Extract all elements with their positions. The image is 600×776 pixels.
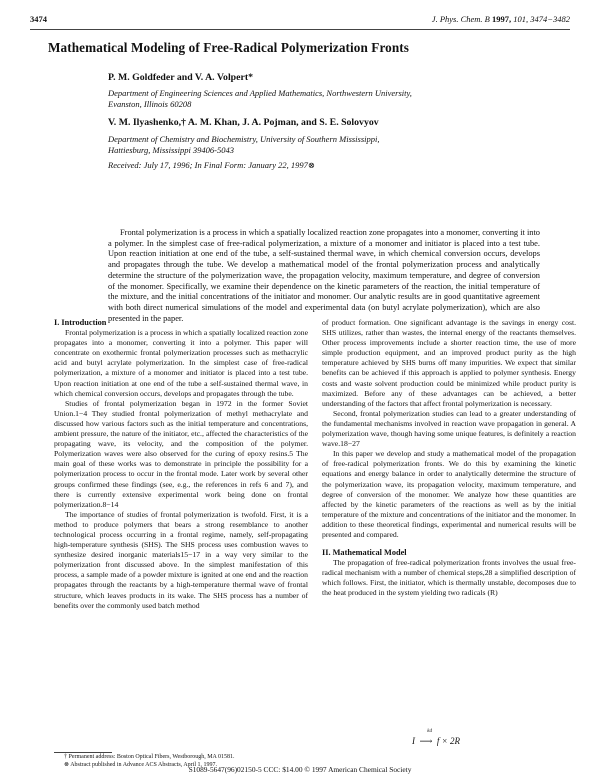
left-column — [54, 318, 308, 611]
rate-constant: kd — [427, 729, 432, 734]
affiliation-line: Department of Chemistry and Biochemistry, University of Southern Mississippi, — [108, 134, 380, 144]
body-paragraph: Second, frontal polymerization studies can lead to a greater understanding of the fundamental mechanisms involved in reaction wave propagation in general. A polymerization wave, though having some unique features, is definitely a reaction wave.18−27 — [322, 408, 576, 449]
header-rule — [30, 29, 570, 30]
abstract — [108, 228, 540, 324]
paper-title: Mathematical Modeling of Free-Radical Polymerization Fronts — [48, 40, 410, 55]
authors-northwestern: P. M. Goldfeder and V. A. Volpert* — [108, 72, 253, 83]
body-paragraph: of product formation. One significant advantage is the savings in energy cost. SHS utilizes, rather than wastes, the internal energy of the reactants themselves. Other process improvements include a shorter reaction time, the use of more simple production equipment, and an improved product purity as the high temperature achieved by SHS burns off many impurities. We expect that similar benefits can be achieved if this approach is applied to polymer synthesis. Energy costs and waste solvent production could be minimized while product purity is maximized. Before any of these advantages can be achieved, a better understanding of the factors that affect frontal polymerization is necessary. — [322, 318, 576, 408]
equation-lhs: I — [412, 736, 415, 746]
journal-citation — [432, 14, 570, 24]
body-paragraph: The propagation of free-radical polymerization fronts involves the usual free-radical mechanism with a number of chemical steps,28 a simplified description of which follows. First, the initiator, which is thermally unstable, decomposes due to the heat produced in the system yielding two radicals (R) — [322, 558, 576, 598]
body-paragraph: In this paper we develop and study a mathematical model of the propagation of free-radical polymerization fronts. We do this by examining the kinetic equations and energy balance in order to analytically determine the structure of the polymerization wave, its propagation velocity, maximum temperature, and degree of conversion of the monomer. We analyze how these quantities are affected by the kinetic parameters of the reactions as well as by the initial temperature of the mixture and concentrations of the initiator and the monomer. In addition to these theoretical findings, experimental and numerical results will be presented and compared. — [322, 449, 576, 539]
footnote: † Permanent address: Boston Optical Fibers, Westborough, MA 01581. — [64, 754, 235, 760]
footnote-rule — [54, 752, 112, 753]
body-paragraph: Frontal polymerization is a process in which a spatially localized reaction zone propagates into a monomer, converting it into a polymer. This paper will concentrate on exothermic frontal polymerization processes such as methacrylic acid and butyl acrylate polymerization. In the simplest case of free-radical polymerization, a mixture of a monomer and initiator is placed into a test tube. Upon reaction initiation at one end of the tube a self-sustained thermal wave, in which chemical conversion occurs, develops and propagates through the tube. — [54, 328, 308, 398]
right-column — [322, 318, 576, 599]
affiliation-southern-mississippi — [108, 134, 380, 156]
equation-rhs: f × 2R — [436, 736, 460, 746]
affiliation-line: Hattiesburg, Mississippi 39406-5043 — [108, 145, 235, 155]
journal-pages: 3474−3482 — [530, 14, 570, 24]
body-paragraph: Studies of frontal polymerization began in 1972 in the former Soviet Union.1−4 They studied frontal polymerization of methyl methacrylate and discussed how various factors such as the initial temperature and concentrations, ambient pressure, the nature of the initiator, etc., affected the characteristics of the propagating wave, its velocity, and the composition of the polymer. Polymerization waves were also observed for the curing of epoxy resins.5 The main goal of these works was to demonstrate in principle the possibility for a polymerization process to occur in the frontal mode. Later work by several other groups confirmed these findings (see, e.g., the references in refs 6 and 7), and there is currently extensive experimental work being done on frontal polymerization.8−14 — [54, 398, 308, 509]
affiliation-northwestern — [108, 88, 412, 110]
journal-year: 1997, — [492, 14, 512, 24]
abstract-text: Frontal polymerization is a process in which a spatially localized reaction zone propagates into a monomer, converting it into a polymer. In the simplest case of free-radical polymerization, a mixture of a monomer and initiator is placed into a test tube. Upon reaction initiation at one end of the tube, a self-sustained thermal wave, in which chemical conversion occurs, develops and propagates through the tube. We develop a mathematical model of the frontal polymerization process and analytically determine the structure of the polymerization wave, the propagation velocity, maximum temperature, and degree of conversion of the monomer. Specifically, we examine their dependence on the kinetic parameters of the reaction, the initial temperature of the mixture, and the initial concentrations of the initiator and monomer. Our analytic results are in good quantitative agreement with both direct numerical simulations of the model and experimental data (on butyl acrylate polymerization), which are also presented in the paper. — [108, 228, 540, 323]
running-header — [30, 14, 570, 26]
footnote: ⊗ Abstract published in Advance ACS Abstracts, April 1, 1997. — [64, 761, 218, 768]
authors-southern-mississippi: V. M. Ilyashenko,† A. M. Khan, J. A. Pojman, and S. E. Solovyov — [108, 117, 379, 128]
page-footer: S1089-5647(96)02150-5 CCC: $14.00 © 1997 American Chemical Society — [188, 765, 412, 774]
section-heading-model: II. Mathematical Model — [322, 548, 407, 558]
affiliation-line: Evanston, Illinois 60208 — [108, 99, 192, 109]
body-paragraph: The importance of studies of frontal polymerization is twofold. First, it is a method to produce polymers that bears a strong resemblance to another technological process occurring in a frontal regime, namely, self-propagating high-temperature synthesis (SHS). The SHS process uses combustion waves to synthesize desired inorganic materials15−17 in a way very similar to the polymerization front discussed above. In the simplest manifestation of this process, a sample made of a powder mixture is ignited at one end and the reaction propagates through the reactants by a high-temperature thermal wave of frontal structure, which leaves products in its wake. The SHS process has a number of benefits over the commonly used batch method — [54, 509, 308, 610]
received-dates: Received: July 17, 1996; In Final Form: January 22, 1997⊗ — [108, 160, 316, 170]
section-heading-introduction: I. Introduction — [54, 318, 107, 327]
page-number: 3474 — [30, 14, 47, 24]
affiliation-line: Department of Engineering Sciences and Applied Mathematics, Northwestern University, — [108, 88, 412, 98]
journal-name: J. Phys. Chem. B — [431, 14, 490, 24]
reaction-arrow-icon: ⟶ kd — [417, 729, 435, 746]
journal-volume: 101, — [513, 14, 529, 24]
equation-initiator-decomposition — [412, 729, 460, 747]
